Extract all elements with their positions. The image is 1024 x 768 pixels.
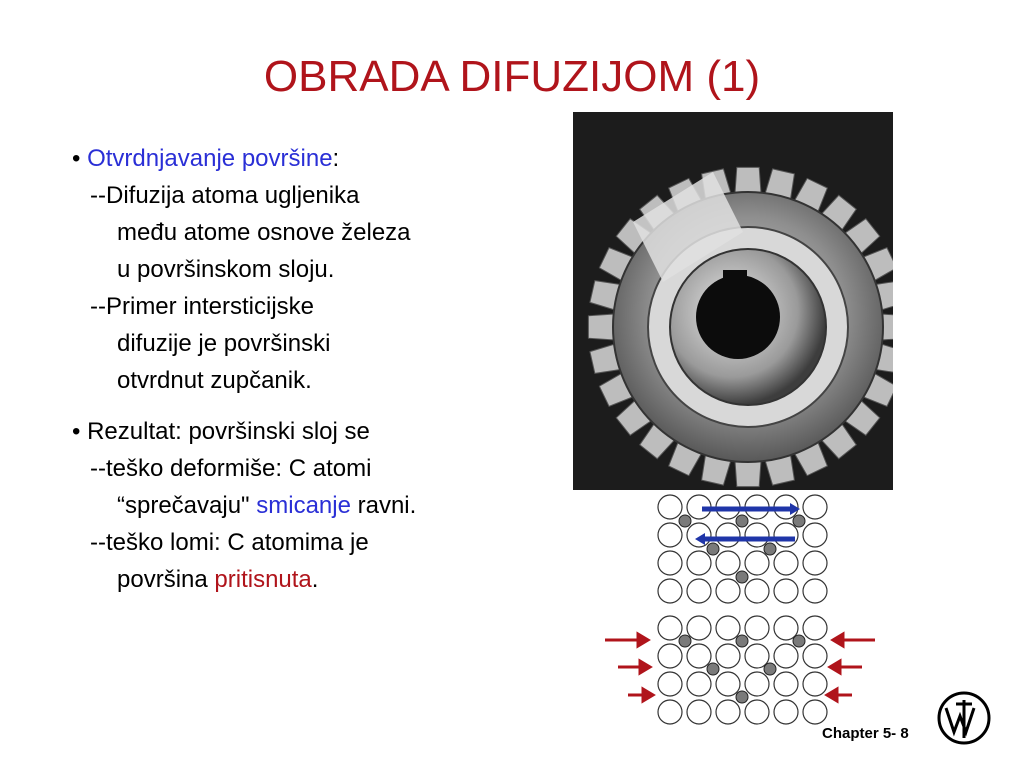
bullet-colon: : [332,145,340,172]
lattice-atom [716,700,740,724]
bullet-dot: • [72,145,81,172]
body-line: među atome osnove železa [117,219,411,246]
body-line: u površinskom sloju. [117,256,335,283]
lattice-atom [774,579,798,603]
lattice-atom [803,672,827,696]
lattice-atom [658,616,682,640]
text-run: ravni. [350,492,417,519]
body-line: otvrdnut zupčanik. [117,367,312,394]
lattice-atom [658,672,682,696]
lattice-atom [687,616,711,640]
lattice-atom [716,616,740,640]
lattice-atom [716,672,740,696]
body-line: --teško deformiše: C atomi [90,455,372,482]
body-line: --Difuzija atoma ugljenika [90,182,360,209]
lattice-atom [687,523,711,547]
bullet-heading: Rezultat: površinski sloj se [87,418,370,445]
carbon-atom [736,571,748,583]
text-run: “sprečavaju" [117,492,257,519]
bullet-dot: • [72,418,81,445]
slide-body [72,140,562,598]
lattice-atom [774,700,798,724]
lattice-atom [803,551,827,575]
carbon-atom [679,515,691,527]
lattice-atom [716,644,740,668]
lattice-atom [716,551,740,575]
carbon-atom [793,515,805,527]
body-line: --teško lomi: C atomima je [90,529,369,556]
carbon-atom [793,635,805,647]
carbon-atom [707,663,719,675]
bullet-surface-hardening [72,140,562,177]
chapter-label: Chapter 5- 8 [822,725,909,742]
carbon-atom [736,691,748,703]
wiley-logo [936,690,992,746]
body-line: difuzije je površinski [117,330,331,357]
lattice-atom [745,672,769,696]
text-run: . [311,566,319,593]
carbon-atom [764,543,776,555]
lattice-atom [658,551,682,575]
lattice-atom [745,644,769,668]
carbon-atom [707,543,719,555]
lattice-atom [745,616,769,640]
lattice-atom [658,523,682,547]
lattice-atom [658,579,682,603]
lattice-atom [658,495,682,519]
lattice-atom [687,551,711,575]
lattice-atom [687,700,711,724]
lattice-atom [745,551,769,575]
lattice-atom [658,644,682,668]
lattice-atom [774,551,798,575]
lattice-atom [716,523,740,547]
lattice-atom [774,644,798,668]
carbon-atom [679,635,691,647]
gear-image [573,112,893,490]
slide-title: OBRADA DIFUZIJOM (1) [263,52,761,101]
lattice-atom [687,672,711,696]
carbon-atom [736,635,748,647]
lattice-atom [774,523,798,547]
lattice-atom [803,495,827,519]
carbon-atom [764,663,776,675]
lattice-atom [745,523,769,547]
lattice-atom [803,523,827,547]
lattice-atom [803,700,827,724]
lattice-atom [687,579,711,603]
lattice-atom [803,616,827,640]
lattice-atom [803,644,827,668]
lattice-atom [774,672,798,696]
carbon-atom [736,515,748,527]
text-run: površina [117,566,215,593]
highlight-compressed: pritisnuta [214,566,312,593]
body-line [72,487,562,524]
lattice-diagram [600,490,880,730]
lattice-atom [658,700,682,724]
lattice-atom [716,579,740,603]
body-line [72,561,562,598]
lattice-atom [745,700,769,724]
lattice-atom [745,579,769,603]
highlight-shear: smicanje [256,492,351,519]
bullet-result [72,413,562,450]
lattice-atom [803,579,827,603]
lattice-atom [774,616,798,640]
body-line: --Primer intersticijske [90,293,315,320]
bullet-heading: Otvrdnjavanje površine [87,145,333,172]
lattice-atom [687,644,711,668]
